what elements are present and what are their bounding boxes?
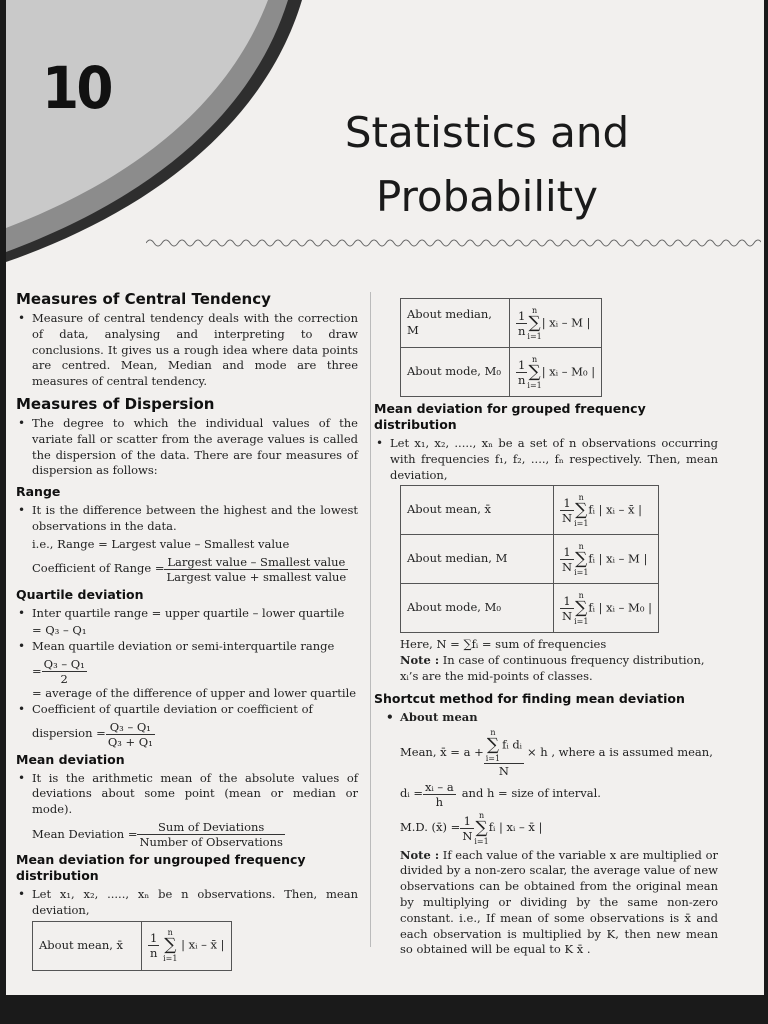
quartile-semi-numerator: Q₃ – Q₁ (43, 656, 85, 671)
grouped-text: • Let x₁, x₂, ....., xₙ be a set of n observations occurring with frequencies f₁, f₂, ...., fₙ respectively. Then, mean deviation, (374, 436, 718, 483)
table-row (33, 921, 232, 970)
formula-expr: fᵢ | xᵢ – M₀ | (588, 600, 652, 615)
sum-symbol: ∑ (528, 361, 541, 382)
formula-row-label: About mode, M₀ (401, 348, 510, 397)
heading-quartile-deviation: Quartile deviation (16, 586, 144, 602)
formula-expr: | xᵢ – M₀ | (541, 364, 596, 378)
quartile-coef-numerator: Q₃ – Q₁ (106, 720, 155, 735)
sum-bottom: i=1 (485, 753, 501, 763)
sum-top: n (532, 354, 538, 364)
md-fraction (460, 814, 474, 843)
sum-bottom: i=1 (163, 954, 178, 964)
dispersion-text: • The degree to which the individual values of the variate fall or scatter from the average values is called the dispersion of the data. There are four measures of dispersion as follows: (16, 416, 358, 479)
sum-top: n (478, 810, 485, 820)
chapter-number: 10 (42, 54, 111, 122)
table-row (401, 486, 659, 535)
d-tail: and h = size of interval. (461, 786, 601, 801)
mean-deviation-formula (32, 820, 358, 849)
decorative-wave-line (146, 236, 761, 250)
formula-row-expression (510, 348, 602, 397)
sum-symbol: ∑ (528, 312, 541, 333)
formula-expr: fᵢ | xᵢ – M | (588, 551, 648, 566)
chapter-title-line2: Probability (375, 172, 599, 221)
note-label: Note : (400, 847, 440, 862)
book-page (6, 0, 764, 995)
formula-row-label: About mean, x̄ (401, 486, 554, 535)
left-column (16, 290, 358, 975)
quartile-semi-note: = average of the difference of upper and lower quartile (32, 685, 357, 700)
formula-row-label: About median, M (401, 535, 554, 584)
sum-symbol: ∑ (486, 734, 499, 755)
frac-num: 1 (560, 545, 574, 560)
table-row (401, 584, 659, 633)
heading-dispersion: Measures of Dispersion (16, 394, 215, 413)
md-expr: fᵢ | xᵢ – x̄ | (488, 820, 543, 835)
quartile-bullet-2: • Mean quartile deviation or semi-interquartile range (16, 639, 358, 655)
quartile-bullet-1: • Inter quartile range = upper quartile – lower quartile (16, 606, 358, 622)
sum-bottom: i=1 (574, 616, 589, 626)
range-formula: i.e., Range = Largest value – Smallest value (32, 536, 290, 551)
formula-row-expression (554, 584, 659, 633)
mean-denominator: N (498, 763, 509, 778)
quartile-coef-label: dispersion = (32, 726, 106, 741)
note-scalar-text: If each value of the variable x are multiplied or divided by a non-zero scalar, the average value of new observations can be obtained from the original mean by multiplying or dividing by the same non-zero constant. i.e., If mean of some observations is x̄ and each observation is multiplied by K, then new mean so obtained will be equal to K x̄ . (400, 847, 718, 957)
range-coef-label: Coefficient of Range = (32, 561, 165, 576)
mean-dev-fraction (137, 820, 284, 849)
chapter-corner-decoration (6, 0, 316, 270)
quartile-semi-fraction (42, 657, 87, 686)
shortcut-d-formula (400, 780, 718, 809)
central-tendency-text: • Measure of central tendency deals with the correction of data, analysing and interpreting to draw conclusions. It gives us a rough idea where data points are centred. Mean, Median and mode are three measures of central tendency. (16, 311, 358, 390)
shortcut-mean-formula (400, 728, 718, 778)
quartile-semi-denominator: 2 (60, 671, 68, 686)
table-row (401, 348, 602, 397)
quartile-coef-denominator: Q₃ + Q₁ (107, 734, 153, 749)
frac-num: 1 (516, 358, 527, 373)
page-edge-shadow (0, 995, 768, 1024)
quartile-coefficient (32, 720, 358, 749)
sum-bottom: i=1 (527, 380, 542, 390)
md-numerator: 1 (460, 814, 474, 829)
range-coef-denominator: Largest value + smallest value (166, 569, 347, 584)
mean-tail: × h , where a is assumed mean, (527, 744, 713, 759)
heading-grouped: Mean deviation for grouped frequency distribution (374, 401, 646, 432)
frac-num: 1 (560, 594, 574, 609)
frac-den: N (562, 510, 573, 525)
formula-row-label: About mode, M₀ (401, 584, 554, 633)
ungrouped-expr: | xᵢ – x̄ | (181, 937, 225, 952)
heading-mean-deviation: Mean deviation (16, 751, 125, 767)
shortcut-md-formula (400, 811, 718, 846)
mean-dev-numerator: Sum of Deviations (137, 820, 284, 835)
md-denominator: N (462, 828, 473, 843)
range-coefficient (32, 555, 358, 584)
note-continuous (374, 653, 718, 685)
grouped-table (400, 485, 659, 633)
note-label: Note : (400, 653, 440, 668)
d-label: dᵢ = (400, 786, 423, 801)
frac-den: n (518, 323, 526, 338)
frac-num: 1 (560, 496, 574, 511)
range-coef-numerator: Largest value – Smallest value (164, 555, 348, 570)
note-scalar (374, 848, 718, 959)
heading-shortcut: Shortcut method for finding mean deviation (374, 690, 685, 706)
mean-dev-denominator: Number of Observations (139, 834, 283, 849)
mean-deviation-text: • It is the arithmetic mean of the absolute values of deviations about some point (mean or median or mode). (16, 771, 358, 818)
sum-top: n (167, 928, 173, 938)
formula-expr: fᵢ | xᵢ – x̄ | (588, 502, 643, 517)
quartile-semi-eq: = (32, 663, 42, 678)
heading-central-tendency: Measures of Central Tendency (16, 290, 271, 308)
sum-top: n (532, 305, 538, 315)
quartile-semi-range (32, 657, 358, 686)
frac-num: 1 (516, 309, 527, 324)
formula-expr: | xᵢ – M | (541, 315, 591, 329)
d-fraction (423, 780, 456, 809)
heading-range: Range (16, 484, 61, 500)
quartile-bullet-1-eq: = Q₃ – Q₁ (32, 623, 87, 638)
d-numerator: xᵢ – a (424, 779, 454, 794)
note-continuous-text: In case of continuous frequency distribution, xᵢ’s are the mid-points of classes. (400, 653, 705, 683)
about-mean-label: • About mean (384, 710, 718, 726)
sum-symbol: ∑ (575, 597, 588, 618)
sum-top: n (578, 541, 584, 551)
mean-fraction (484, 728, 524, 778)
ungrouped-table (32, 921, 232, 971)
quartile-bullet-3: • Coefficient of quartile deviation or coefficient of (16, 702, 358, 718)
frequency-sum: Here, N = ∑fᵢ = sum of frequencies (400, 637, 607, 652)
sum-bottom: i=1 (574, 518, 589, 528)
sum-bottom: i=1 (474, 836, 489, 846)
right-column (374, 296, 718, 960)
formula-row-expression (554, 535, 659, 584)
formula-row-label: About median, M (401, 299, 510, 348)
range-coef-fraction (164, 555, 348, 584)
table-row (401, 299, 602, 348)
sum-top: n (490, 727, 496, 737)
frac-den: N (562, 608, 573, 623)
d-denominator: h (435, 794, 444, 809)
md-label: M.D. (x̄) = (400, 820, 461, 835)
ungrouped-table-continued (400, 298, 602, 397)
chapter-title-line1: Statistics and (344, 108, 630, 157)
sum-top: n (578, 590, 584, 600)
mean-label: Mean, x̄ = a + (400, 744, 484, 759)
quartile-coef-fraction (106, 720, 155, 749)
ungrouped-text: • Let x₁, x₂, ....., xₙ be n observations. Then, mean deviation, (16, 887, 358, 919)
mean-numerator: fᵢ dᵢ (502, 737, 522, 752)
formula-row-expression (510, 299, 602, 348)
range-text: • It is the difference between the highest and the lowest observations in the data. (16, 503, 358, 535)
table-row (401, 535, 659, 584)
sum-symbol: ∑ (475, 817, 488, 838)
sum-symbol: ∑ (575, 548, 588, 569)
sum-symbol: ∑ (164, 935, 177, 956)
sum-top: n (578, 492, 584, 502)
column-divider (370, 292, 371, 947)
frac-den: n (518, 372, 526, 387)
ungrouped-row-label: About mean, x̄ (33, 921, 142, 970)
ungrouped-row-formula (142, 921, 232, 970)
frac-den: n (150, 946, 158, 961)
sum-symbol: ∑ (575, 499, 588, 520)
formula-row-expression (554, 486, 659, 535)
heading-ungrouped: Mean deviation for ungrouped frequency distribution (16, 851, 306, 883)
sum-bottom: i=1 (527, 331, 542, 341)
sum-bottom: i=1 (574, 567, 589, 577)
frac-num: 1 (148, 931, 159, 946)
mean-dev-label: Mean Deviation = (32, 826, 138, 841)
frac-den: N (562, 559, 573, 574)
